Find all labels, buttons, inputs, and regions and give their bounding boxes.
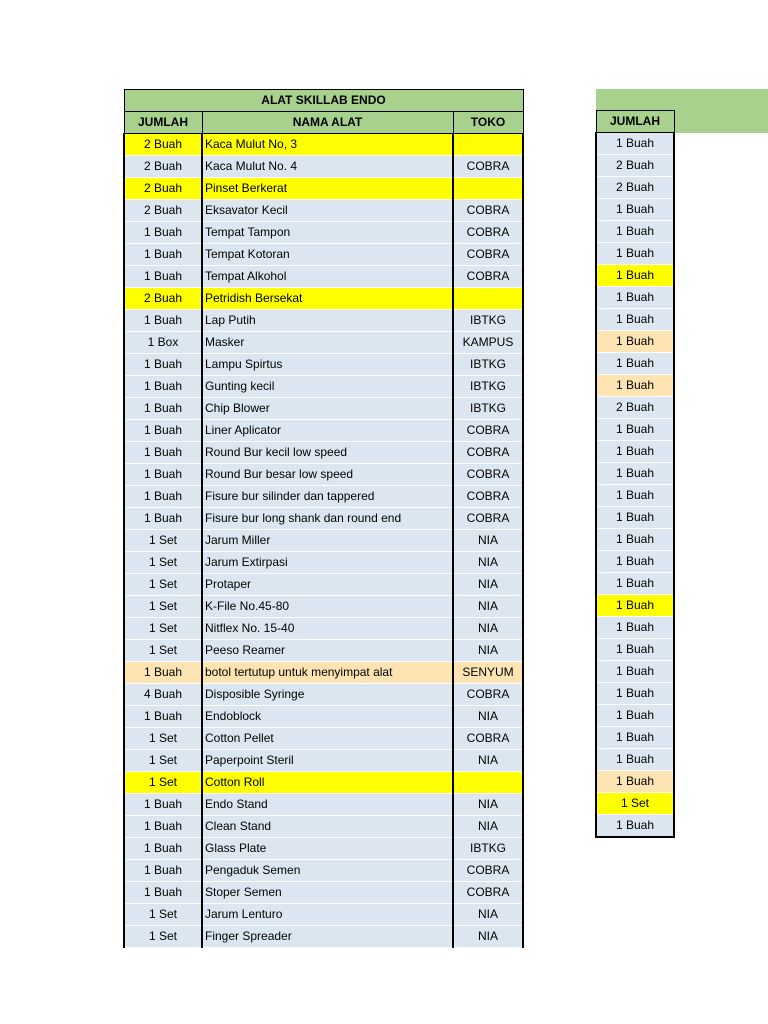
table-row — [124, 794, 523, 816]
table-row — [124, 904, 523, 926]
table-row — [596, 221, 674, 243]
table-row — [596, 265, 674, 287]
table-row — [124, 640, 523, 662]
cell-toko: COBRA — [453, 420, 523, 442]
cell-nama-alat: Finger Spreader — [202, 926, 453, 948]
table-row — [124, 706, 523, 728]
table-row — [596, 771, 674, 793]
cell-nama-alat: Liner Aplicator — [202, 420, 453, 442]
table-row — [124, 486, 523, 508]
cell-nama-alat: Jarum Extirpasi — [202, 552, 453, 574]
cell-jumlah: 2 Buah — [124, 178, 202, 200]
cell-jumlah: 1 Buah — [124, 244, 202, 266]
cell-jumlah: 1 Buah — [124, 838, 202, 860]
table-row — [124, 134, 523, 156]
cell-jumlah: 1 Buah — [124, 442, 202, 464]
cell-jumlah: 1 Buah — [596, 199, 674, 221]
cell-nama-alat: Pengaduk Semen — [202, 860, 453, 882]
cell-toko: COBRA — [453, 442, 523, 464]
table-row — [596, 397, 674, 419]
table-row — [124, 574, 523, 596]
cell-jumlah: 1 Buah — [596, 265, 674, 287]
cell-jumlah: 1 Buah — [124, 486, 202, 508]
cell-nama-alat: Pinset Berkerat — [202, 178, 453, 200]
cell-jumlah: 1 Buah — [596, 595, 674, 617]
cell-jumlah: 1 Buah — [596, 507, 674, 529]
cell-jumlah: 1 Buah — [596, 529, 674, 551]
cell-jumlah: 1 Buah — [596, 463, 674, 485]
cell-toko: NIA — [453, 794, 523, 816]
cell-toko: IBTKG — [453, 354, 523, 376]
cell-nama-alat: Masker — [202, 332, 453, 354]
table-row — [596, 441, 674, 463]
cell-nama-alat: botol tertutup untuk menyimpat alat — [202, 662, 453, 684]
table-row — [124, 244, 523, 266]
cell-jumlah: 1 Buah — [596, 287, 674, 309]
cell-nama-alat: Eksavator Kecil — [202, 200, 453, 222]
cell-toko — [453, 134, 523, 156]
cell-jumlah: 1 Set — [124, 750, 202, 772]
cell-jumlah: 1 Buah — [124, 464, 202, 486]
cell-toko: IBTKG — [453, 310, 523, 332]
cell-jumlah: 2 Buah — [596, 155, 674, 177]
cell-jumlah: 1 Set — [124, 618, 202, 640]
cell-nama-alat: Peeso Reamer — [202, 640, 453, 662]
table-row — [124, 860, 523, 882]
cell-toko: NIA — [453, 574, 523, 596]
cell-jumlah: 1 Buah — [124, 794, 202, 816]
cell-nama-alat: Jarum Lenturo — [202, 904, 453, 926]
cell-jumlah: 1 Set — [124, 728, 202, 750]
table-row — [124, 442, 523, 464]
cell-nama-alat: Clean Stand — [202, 816, 453, 838]
cell-jumlah: 1 Buah — [124, 860, 202, 882]
table-row — [124, 178, 523, 200]
table-row — [596, 243, 674, 265]
cell-nama-alat: Disposible Syringe — [202, 684, 453, 706]
cell-nama-alat: Round Bur besar low speed — [202, 464, 453, 486]
table-row — [124, 530, 523, 552]
table-row — [596, 353, 674, 375]
cell-jumlah: 2 Buah — [124, 288, 202, 310]
cell-jumlah: 1 Buah — [596, 683, 674, 705]
cell-jumlah: 4 Buah — [124, 684, 202, 706]
cell-jumlah: 2 Buah — [124, 134, 202, 156]
table-row — [596, 309, 674, 331]
cell-toko: NIA — [453, 640, 523, 662]
table-row — [124, 376, 523, 398]
table-row — [124, 684, 523, 706]
cell-nama-alat: Gunting kecil — [202, 376, 453, 398]
cell-jumlah: 1 Buah — [596, 221, 674, 243]
cell-toko: NIA — [453, 552, 523, 574]
cell-nama-alat: Jarum Miller — [202, 530, 453, 552]
table-row — [124, 882, 523, 904]
cell-nama-alat: Petridish Bersekat — [202, 288, 453, 310]
right-title-cell — [596, 89, 674, 111]
cell-jumlah: 1 Buah — [124, 376, 202, 398]
table-body — [124, 134, 523, 948]
cell-toko: NIA — [453, 530, 523, 552]
cell-jumlah: 2 Buah — [124, 200, 202, 222]
cell-jumlah: 2 Buah — [124, 156, 202, 178]
cell-jumlah: 1 Set — [124, 596, 202, 618]
table-row — [596, 155, 674, 177]
cell-jumlah: 1 Set — [124, 904, 202, 926]
alat-table — [123, 89, 524, 948]
cell-jumlah: 1 Set — [124, 772, 202, 794]
cell-toko: NIA — [453, 750, 523, 772]
table-row — [124, 508, 523, 530]
table-row — [124, 332, 523, 354]
table-title: ALAT SKILLAB ENDO — [124, 90, 523, 112]
table-row — [596, 639, 674, 661]
cell-nama-alat: Tempat Alkohol — [202, 266, 453, 288]
table-row — [124, 728, 523, 750]
table-row — [596, 133, 674, 155]
table-row — [124, 200, 523, 222]
cell-toko: SENYUM — [453, 662, 523, 684]
table-row — [596, 551, 674, 573]
cell-toko — [453, 772, 523, 794]
cell-jumlah: 1 Buah — [596, 375, 674, 397]
table-row — [124, 398, 523, 420]
cell-jumlah: 1 Buah — [596, 727, 674, 749]
cell-jumlah: 1 Buah — [124, 310, 202, 332]
cell-nama-alat: Protaper — [202, 574, 453, 596]
table-row — [596, 287, 674, 309]
cell-jumlah: 1 Buah — [596, 661, 674, 683]
cell-jumlah: 1 Set — [124, 552, 202, 574]
cell-jumlah: 1 Buah — [596, 353, 674, 375]
cell-nama-alat: Cotton Pellet — [202, 728, 453, 750]
cell-jumlah: 1 Buah — [124, 882, 202, 904]
table-row — [124, 552, 523, 574]
cell-toko: COBRA — [453, 684, 523, 706]
cell-toko: COBRA — [453, 156, 523, 178]
table-row — [124, 596, 523, 618]
table-row — [596, 595, 674, 617]
table-row — [124, 772, 523, 794]
header-toko: TOKO — [453, 112, 523, 134]
cell-toko: COBRA — [453, 222, 523, 244]
cell-jumlah: 1 Buah — [596, 573, 674, 595]
cell-toko: COBRA — [453, 508, 523, 530]
cell-jumlah: 1 Buah — [596, 815, 674, 838]
cell-jumlah: 1 Buah — [124, 816, 202, 838]
cell-nama-alat: Round Bur kecil low speed — [202, 442, 453, 464]
right-header-jumlah: JUMLAH — [596, 111, 674, 133]
cell-jumlah: 1 Buah — [124, 354, 202, 376]
cell-nama-alat: Cotton Roll — [202, 772, 453, 794]
table-row — [596, 177, 674, 199]
table-row — [596, 727, 674, 749]
table-row — [596, 529, 674, 551]
cell-nama-alat: K-File No.45-80 — [202, 596, 453, 618]
table-row — [596, 419, 674, 441]
cell-jumlah: 1 Set — [124, 640, 202, 662]
cell-jumlah: 1 Buah — [596, 749, 674, 771]
cell-toko: NIA — [453, 596, 523, 618]
table-row — [596, 749, 674, 771]
table-row — [124, 156, 523, 178]
header-jumlah: JUMLAH — [124, 112, 202, 134]
cell-toko: COBRA — [453, 728, 523, 750]
cell-toko: COBRA — [453, 266, 523, 288]
table-row — [124, 838, 523, 860]
cell-jumlah: 1 Buah — [124, 420, 202, 442]
table-row — [596, 815, 674, 838]
right-jumlah-table — [595, 89, 675, 838]
cell-toko: COBRA — [453, 200, 523, 222]
cell-nama-alat: Endoblock — [202, 706, 453, 728]
right-table-body — [596, 133, 674, 838]
table-row — [124, 926, 523, 948]
cell-jumlah: 1 Buah — [596, 243, 674, 265]
cell-nama-alat: Tempat Tampon — [202, 222, 453, 244]
cell-nama-alat: Lampu Spirtus — [202, 354, 453, 376]
cell-jumlah: 1 Box — [124, 332, 202, 354]
cell-nama-alat: Lap Putih — [202, 310, 453, 332]
table-row — [596, 683, 674, 705]
table-row — [124, 354, 523, 376]
cell-nama-alat: Kaca Mulut No. 4 — [202, 156, 453, 178]
table-row — [124, 266, 523, 288]
cell-toko: COBRA — [453, 464, 523, 486]
cell-nama-alat: Stoper Semen — [202, 882, 453, 904]
cell-nama-alat: Fisure bur long shank dan round end — [202, 508, 453, 530]
cell-jumlah: 1 Buah — [124, 222, 202, 244]
table-row — [596, 793, 674, 815]
cell-jumlah: 1 Buah — [124, 508, 202, 530]
table-row — [596, 375, 674, 397]
table-row — [124, 222, 523, 244]
cell-jumlah: 1 Buah — [596, 551, 674, 573]
right-header-fill — [673, 89, 768, 133]
cell-toko: NIA — [453, 904, 523, 926]
cell-nama-alat: Tempat Kotoran — [202, 244, 453, 266]
cell-toko: IBTKG — [453, 376, 523, 398]
cell-nama-alat: Kaca Mulut No, 3 — [202, 134, 453, 156]
cell-toko: IBTKG — [453, 398, 523, 420]
table-row — [596, 507, 674, 529]
cell-jumlah: 1 Buah — [124, 266, 202, 288]
cell-jumlah: 1 Buah — [596, 331, 674, 353]
cell-nama-alat: Fisure bur silinder dan tappered — [202, 486, 453, 508]
table-row — [596, 199, 674, 221]
cell-jumlah: 2 Buah — [596, 397, 674, 419]
cell-toko: NIA — [453, 706, 523, 728]
cell-jumlah: 1 Buah — [596, 639, 674, 661]
table-row — [596, 705, 674, 727]
cell-jumlah: 1 Buah — [596, 441, 674, 463]
cell-jumlah: 1 Buah — [596, 771, 674, 793]
cell-toko: KAMPUS — [453, 332, 523, 354]
cell-toko: NIA — [453, 618, 523, 640]
cell-nama-alat: Endo Stand — [202, 794, 453, 816]
table-row — [596, 485, 674, 507]
cell-jumlah: 1 Set — [124, 530, 202, 552]
cell-toko: COBRA — [453, 486, 523, 508]
table-row — [596, 617, 674, 639]
cell-toko: COBRA — [453, 882, 523, 904]
cell-nama-alat: Nitflex No. 15-40 — [202, 618, 453, 640]
cell-jumlah: 1 Buah — [596, 705, 674, 727]
table-row — [596, 661, 674, 683]
table-row — [124, 288, 523, 310]
table-row — [124, 816, 523, 838]
cell-jumlah: 1 Set — [124, 926, 202, 948]
table-row — [596, 573, 674, 595]
cell-nama-alat: Paperpoint Steril — [202, 750, 453, 772]
table-row — [124, 662, 523, 684]
table-row — [596, 463, 674, 485]
cell-jumlah: 1 Buah — [124, 706, 202, 728]
header-nama-alat: NAMA ALAT — [202, 112, 453, 134]
cell-nama-alat: Glass Plate — [202, 838, 453, 860]
cell-jumlah: 2 Buah — [596, 177, 674, 199]
cell-nama-alat: Chip Blower — [202, 398, 453, 420]
cell-jumlah: 1 Buah — [596, 617, 674, 639]
cell-toko: IBTKG — [453, 838, 523, 860]
cell-jumlah: 1 Buah — [596, 419, 674, 441]
cell-toko — [453, 288, 523, 310]
cell-toko: NIA — [453, 926, 523, 948]
cell-toko: NIA — [453, 816, 523, 838]
cell-jumlah: 1 Buah — [596, 485, 674, 507]
cell-jumlah: 1 Set — [124, 574, 202, 596]
table-row — [124, 310, 523, 332]
cell-jumlah: 1 Buah — [124, 398, 202, 420]
cell-jumlah: 1 Buah — [124, 662, 202, 684]
cell-jumlah: 1 Buah — [596, 309, 674, 331]
table-row — [596, 331, 674, 353]
cell-jumlah: 1 Buah — [596, 133, 674, 155]
cell-toko: COBRA — [453, 244, 523, 266]
cell-toko — [453, 178, 523, 200]
table-row — [124, 464, 523, 486]
table-row — [124, 750, 523, 772]
table-row — [124, 618, 523, 640]
cell-jumlah: 1 Set — [596, 793, 674, 815]
cell-toko: COBRA — [453, 860, 523, 882]
table-row — [124, 420, 523, 442]
